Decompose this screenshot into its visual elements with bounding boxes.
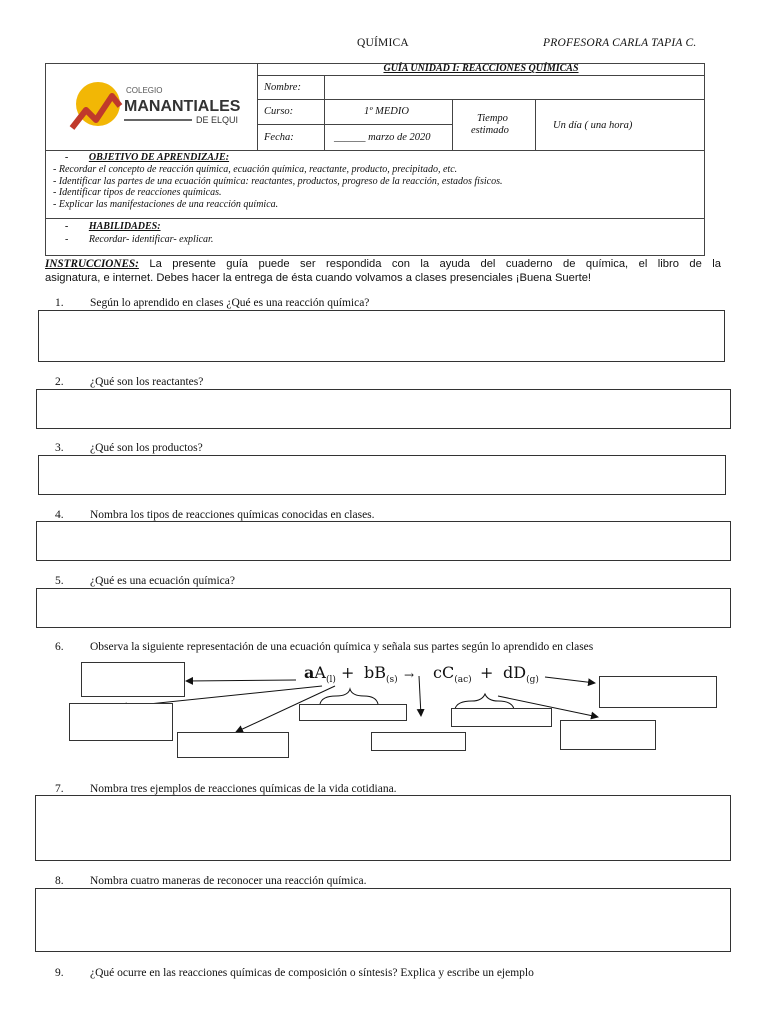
school-logo [66,76,266,146]
arrow-to-product-box [545,677,595,683]
tiempo-value: Un día ( una hora) [553,120,633,131]
label-box-arrow[interactable] [371,732,466,751]
answer-box-8[interactable] [35,888,731,952]
label-box-reactants[interactable] [299,704,407,721]
objective-item: - Identificar las partes de una ecuación química: reactantes, productos, progreso de la reacción, estados físicos. [53,175,503,187]
answer-box-2[interactable] [36,389,731,429]
instructions [45,257,721,285]
label-box-product-state[interactable] [560,720,656,750]
skills-text: Recordar- identificar- explicar. [88,234,214,245]
instructions-line2: asignatura, e internet. Debes hacer la entrega de ésta cuando volvamos a clases presenciales ¡Buena Suerte! [45,272,592,284]
equation-reactant-b: $bB_{(s)}$ [364,663,398,686]
objective-item: - Recordar el concepto de reacción química, ecuación química, reactante, producto, precipitado, etc. [53,164,458,175]
skills-title: HABILIDADES: [88,221,161,232]
objective-list [53,164,502,210]
logo-line3: DE ELQUI [196,115,239,125]
nombre-field[interactable] [326,76,704,99]
reactants-brace [320,689,378,704]
products-brace [455,694,514,709]
subject-heading: QUÍMICA [357,37,409,49]
guide-title: GUÍA UNIDAD I: REACCIONES QUÍMICAS [383,63,579,74]
label-box-coefficient[interactable] [81,662,185,697]
answer-box-4[interactable] [36,521,731,561]
label-box-formula[interactable] [69,703,173,741]
label-box-state[interactable] [177,732,289,758]
answer-box-3[interactable] [38,455,726,495]
equation-product-d: $dD_{(g)}$ [503,663,539,686]
curso-value: 1º MEDIO [364,106,409,117]
equation-reactant-a: $aA_{(l)}$ [304,663,336,686]
instructions-line1: La presente guía puede ser respondida con la ayuda del cuaderno de química, el libro de la [149,258,722,270]
equation-plus-1: + [341,663,355,682]
fecha-value: ______ marzo de 2020 [334,132,431,143]
equation-product-c: $cC_{(ac)}$ [433,663,472,686]
tiempo-label-2: estimado [471,125,509,136]
logo-line2: MANANTIALES [124,98,241,115]
logo-line1: COLEGIO [126,86,163,95]
answer-box-1[interactable] [38,310,725,362]
objective-item: - Explicar las manifestaciones de una reacción química. [53,198,279,210]
answer-box-5[interactable] [36,588,731,628]
equation-plus-2: + [480,663,494,682]
arrow-to-coefficient [186,680,296,681]
logo-cell [45,63,258,151]
arrow-to-reaction-progress [419,676,421,716]
tiempo-label-1: Tiempo [477,113,508,124]
teacher-heading: PROFESORA CARLA TAPIA C. [543,37,697,49]
objective-item: - Identificar tipos de reacciones químicas. [53,187,222,198]
answer-box-7[interactable] [35,795,731,861]
curso-label: Curso: [264,106,294,117]
equation-arrow: → [404,668,415,682]
label-box-products[interactable] [451,708,552,727]
fecha-label: Fecha: [264,132,294,143]
objective-title: OBJETIVO DE APRENDIZAJE: [88,152,230,163]
label-box-product-species[interactable] [599,676,717,708]
instructions-label: INSTRUCCIONES: [45,258,139,270]
nombre-label: Nombre: [264,82,301,93]
